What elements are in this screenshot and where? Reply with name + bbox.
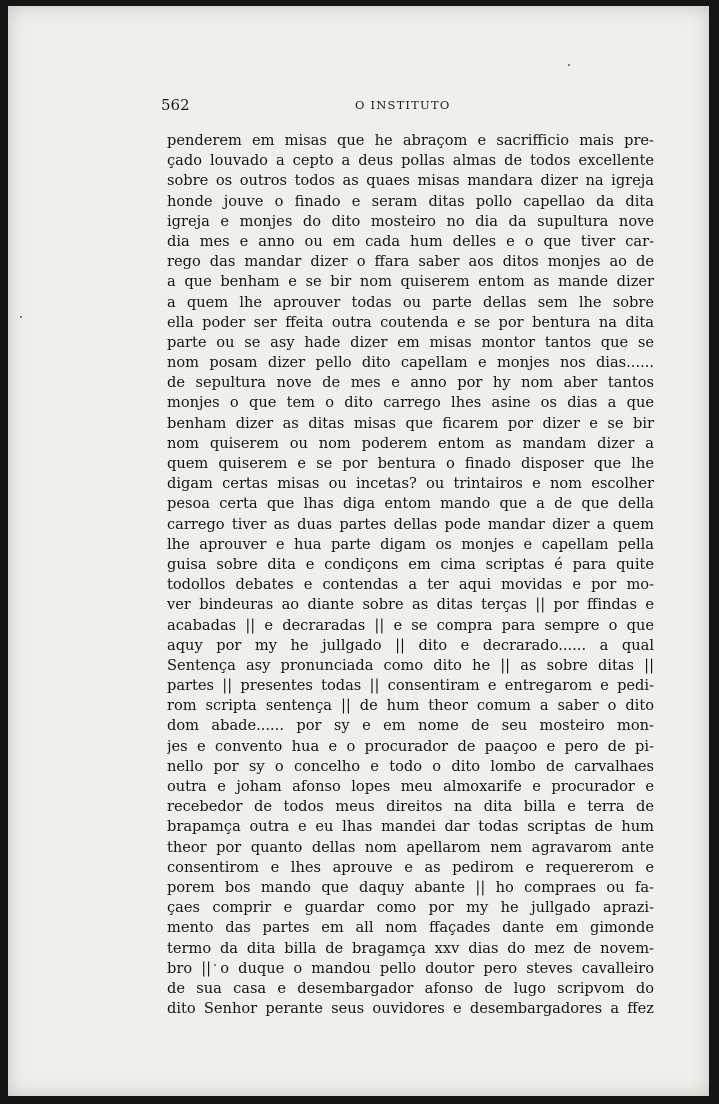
text-line: penderem em misas que he abraçom e sacrifficio mais pre- <box>167 132 654 149</box>
text-line: termo da dita billa de bragamça xxv dias do mez de novem- <box>167 939 654 957</box>
paper-speck <box>568 64 570 66</box>
text-line: de sepultura nove de mes e anno por hy nom aber tantos <box>167 374 654 392</box>
text-line: dom abade...... por sy e em nome de seu mosteiro mon- <box>167 717 654 735</box>
text-line: partes || presentes todas || consentiram e entregarom e pedi- <box>167 677 654 695</box>
text-line: nom quiserem ou nom poderem entom as mandam dizer a <box>167 434 654 452</box>
text-line: monjes o que tem o dito carrego lhes asine os dias a que <box>167 394 654 412</box>
text-line: carrego tiver as duas partes dellas pode mandar dizer a quem <box>167 515 654 533</box>
text-line: a que benham e se bir nom quiserem entom as mande dizer <box>167 273 654 291</box>
text-line: igreja e monjes do dito mosteiro no dia da supultura nove <box>167 212 654 230</box>
text-line: mento das partes em all nom ffaçades dante em gimonde <box>167 919 654 937</box>
text-line: acabadas || e decraradas || e se compra para sempre o que <box>167 616 654 634</box>
text-line: lhe aprouver e hua parte digam os monjes e capellam pella <box>167 535 654 553</box>
text-line: honde jouve o finado e seram ditas pollo capellao da dita <box>167 192 654 210</box>
text-line: digam certas misas ou incetas? ou trintairos e nom escolher <box>167 475 654 493</box>
text-line: rego das mandar dizer o ffara saber aos ditos monjes ao de <box>167 253 654 271</box>
text-line: parte ou se asy hade dizer em misas montor tantos que se <box>167 333 654 351</box>
text-line: ella poder ser ffeita outra coutenda e se por bentura na dita <box>167 313 654 331</box>
text-line: sobre os outros todos as quaes misas mandara dizer na igreja <box>167 172 654 190</box>
page-header <box>155 96 655 116</box>
text-line: a quem lhe aprouver todas ou parte dellas sem lhe sobre <box>167 293 654 311</box>
text-line: Sentença asy pronunciada como dito he || as sobre ditas || <box>167 656 654 674</box>
text-line: nom posam dizer pello dito capellam e monjes nos dias...... <box>167 354 654 372</box>
text-line: de sua casa e desembargador afonso de lugo scripvom do <box>167 979 654 997</box>
text-line: benham dizer as ditas misas que ficarem por dizer e se bir <box>167 414 654 432</box>
text-line: todollos debates e contendas a ter aqui movidas e por mo- <box>167 576 654 594</box>
text-line: rom scripta sentença || de hum theor comum a saber o dito <box>167 697 654 715</box>
page-number: 562 <box>161 96 190 114</box>
text-line: outra e joham afonso lopes meu almoxarife e procurador e <box>167 778 654 795</box>
text-line: recebedor de todos meus direitos na dita billa e terra de <box>167 798 654 816</box>
text-line: consentirom e lhes aprouve e as pedirom e requererom e <box>167 858 654 876</box>
text-line: ver bindeuras ao diante sobre as ditas terças || por ffindas e <box>167 596 654 614</box>
text-line: aquy por my he jullgado || dito e decrarado...... a qual <box>167 636 654 654</box>
text-line: guisa sobre dita e condiçons em cima scriptas é para quite <box>167 555 654 573</box>
text-line: quem quiserem e se por bentura o finado disposer que lhe <box>167 455 654 472</box>
text-line: porem bos mando que daquy abante || ho compraes ou fa- <box>167 878 654 896</box>
text-line: bro || o duque o mandou pello doutor pero steves cavalleiro <box>167 959 654 977</box>
text-line: çado louvado a cepto a deus pollas almas de todos excellente <box>167 152 654 170</box>
text-line: dia mes e anno ou em cada hum delles e o que tiver car- <box>167 232 654 250</box>
body-text <box>167 131 654 1019</box>
running-head: O INSTITUTO <box>355 98 451 112</box>
text-line: jes e convento hua e o procurador de paaçoo e pero de pi- <box>167 737 654 755</box>
text-line: çaes comprir e guardar como por my he jullgado aprazi- <box>167 899 654 917</box>
paper-speck <box>20 316 22 318</box>
text-line: theor por quanto dellas nom apellarom nem agravarom ante <box>167 838 654 856</box>
text-line: brapamça outra e eu lhas mandei dar todas scriptas de hum <box>167 818 654 836</box>
text-line: nello por sy o concelho e todo o dito lombo de carvalhaes <box>167 757 654 775</box>
text-line: pesoa certa que lhas diga entom mando que a de que della <box>167 495 654 513</box>
text-line: dito Senhor perante seus ouvidores e desembargadores a ffez <box>167 1000 654 1018</box>
